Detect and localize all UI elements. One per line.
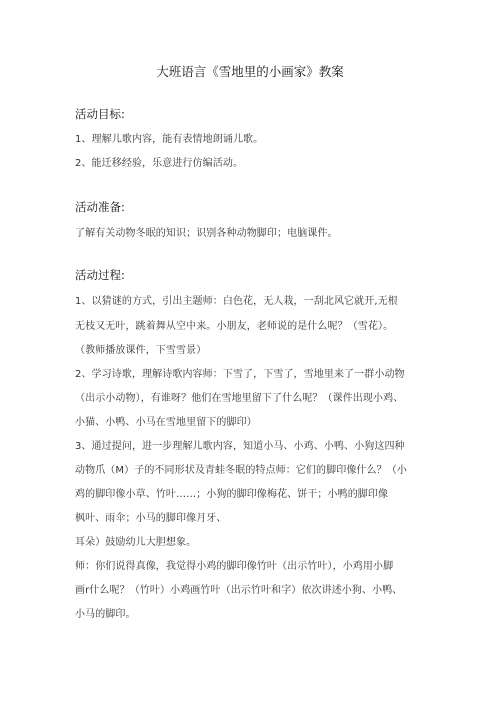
process-line: （出示小动物），有谁呀？他们在雪地里留下了什么呢？（课件出现小鸡、 <box>75 393 404 404</box>
process-line: 无枝又无叶，跳着舞从空中来。小朋友，老师说的是什么呢？（雪花）。 <box>75 321 394 332</box>
section-heading-process: 活动过程: <box>75 268 125 282</box>
process-line: 小马的脚印。 <box>75 609 136 620</box>
goal-line-2: 2、能迁移经验，乐意进行仿编活动。 <box>75 158 244 169</box>
process-line: 画r什么呢？（竹叶）小鸡画竹叶（出示竹叶和字）依次讲述小狗、小鸭、 <box>75 585 403 596</box>
section-heading-goals: 活动目标: <box>75 107 125 121</box>
process-line: 鸡的脚印像小草、竹叶……；小狗的脚印像梅花、饼干；小鸭的脚印像 <box>75 489 389 500</box>
document-title: 大班语言《雪地里的小画家》教案 <box>156 64 344 79</box>
preparation-line-1: 了解有关动物冬眠的知识；识别各种动物脚印；电脑课件。 <box>75 228 338 239</box>
goal-line-1: 1、理解儿歌内容，能有表情地朗诵儿歌。 <box>75 134 264 145</box>
process-line: 3、通过提问，进一步理解儿歌内容，知道小马、小鸡、小鸭、小狗这四种 <box>75 441 405 452</box>
process-line: （教师播放课件，下雪雪景） <box>75 345 207 356</box>
process-line: 师：你们说得真像，我觉得小鸡的脚印像竹叶（出示竹叶），小鸡用小脚 <box>75 561 394 572</box>
process-line: 枫叶、雨伞；小马的脚印像月牙、 <box>75 513 227 524</box>
process-line: 耳朵）鼓励幼儿大胆想象。 <box>75 537 197 548</box>
section-heading-preparation: 活动准备: <box>75 200 125 214</box>
process-line: 1、以猜谜的方式，引出主题师：白色花，无人栽，一刮北风它就开,无根 <box>75 296 398 307</box>
process-line: 2、学习诗歌，理解诗歌内容师：下雪了，下雪了，雪地里来了一群小动物 <box>75 369 405 380</box>
process-line: 动物爪（M）子的不同形状及青蛙冬眠的特点师：它们的脚印像什么？（小 <box>75 465 407 476</box>
process-line: 小猫、小鸭、小马在雪地里留下的脚印） <box>75 417 257 428</box>
